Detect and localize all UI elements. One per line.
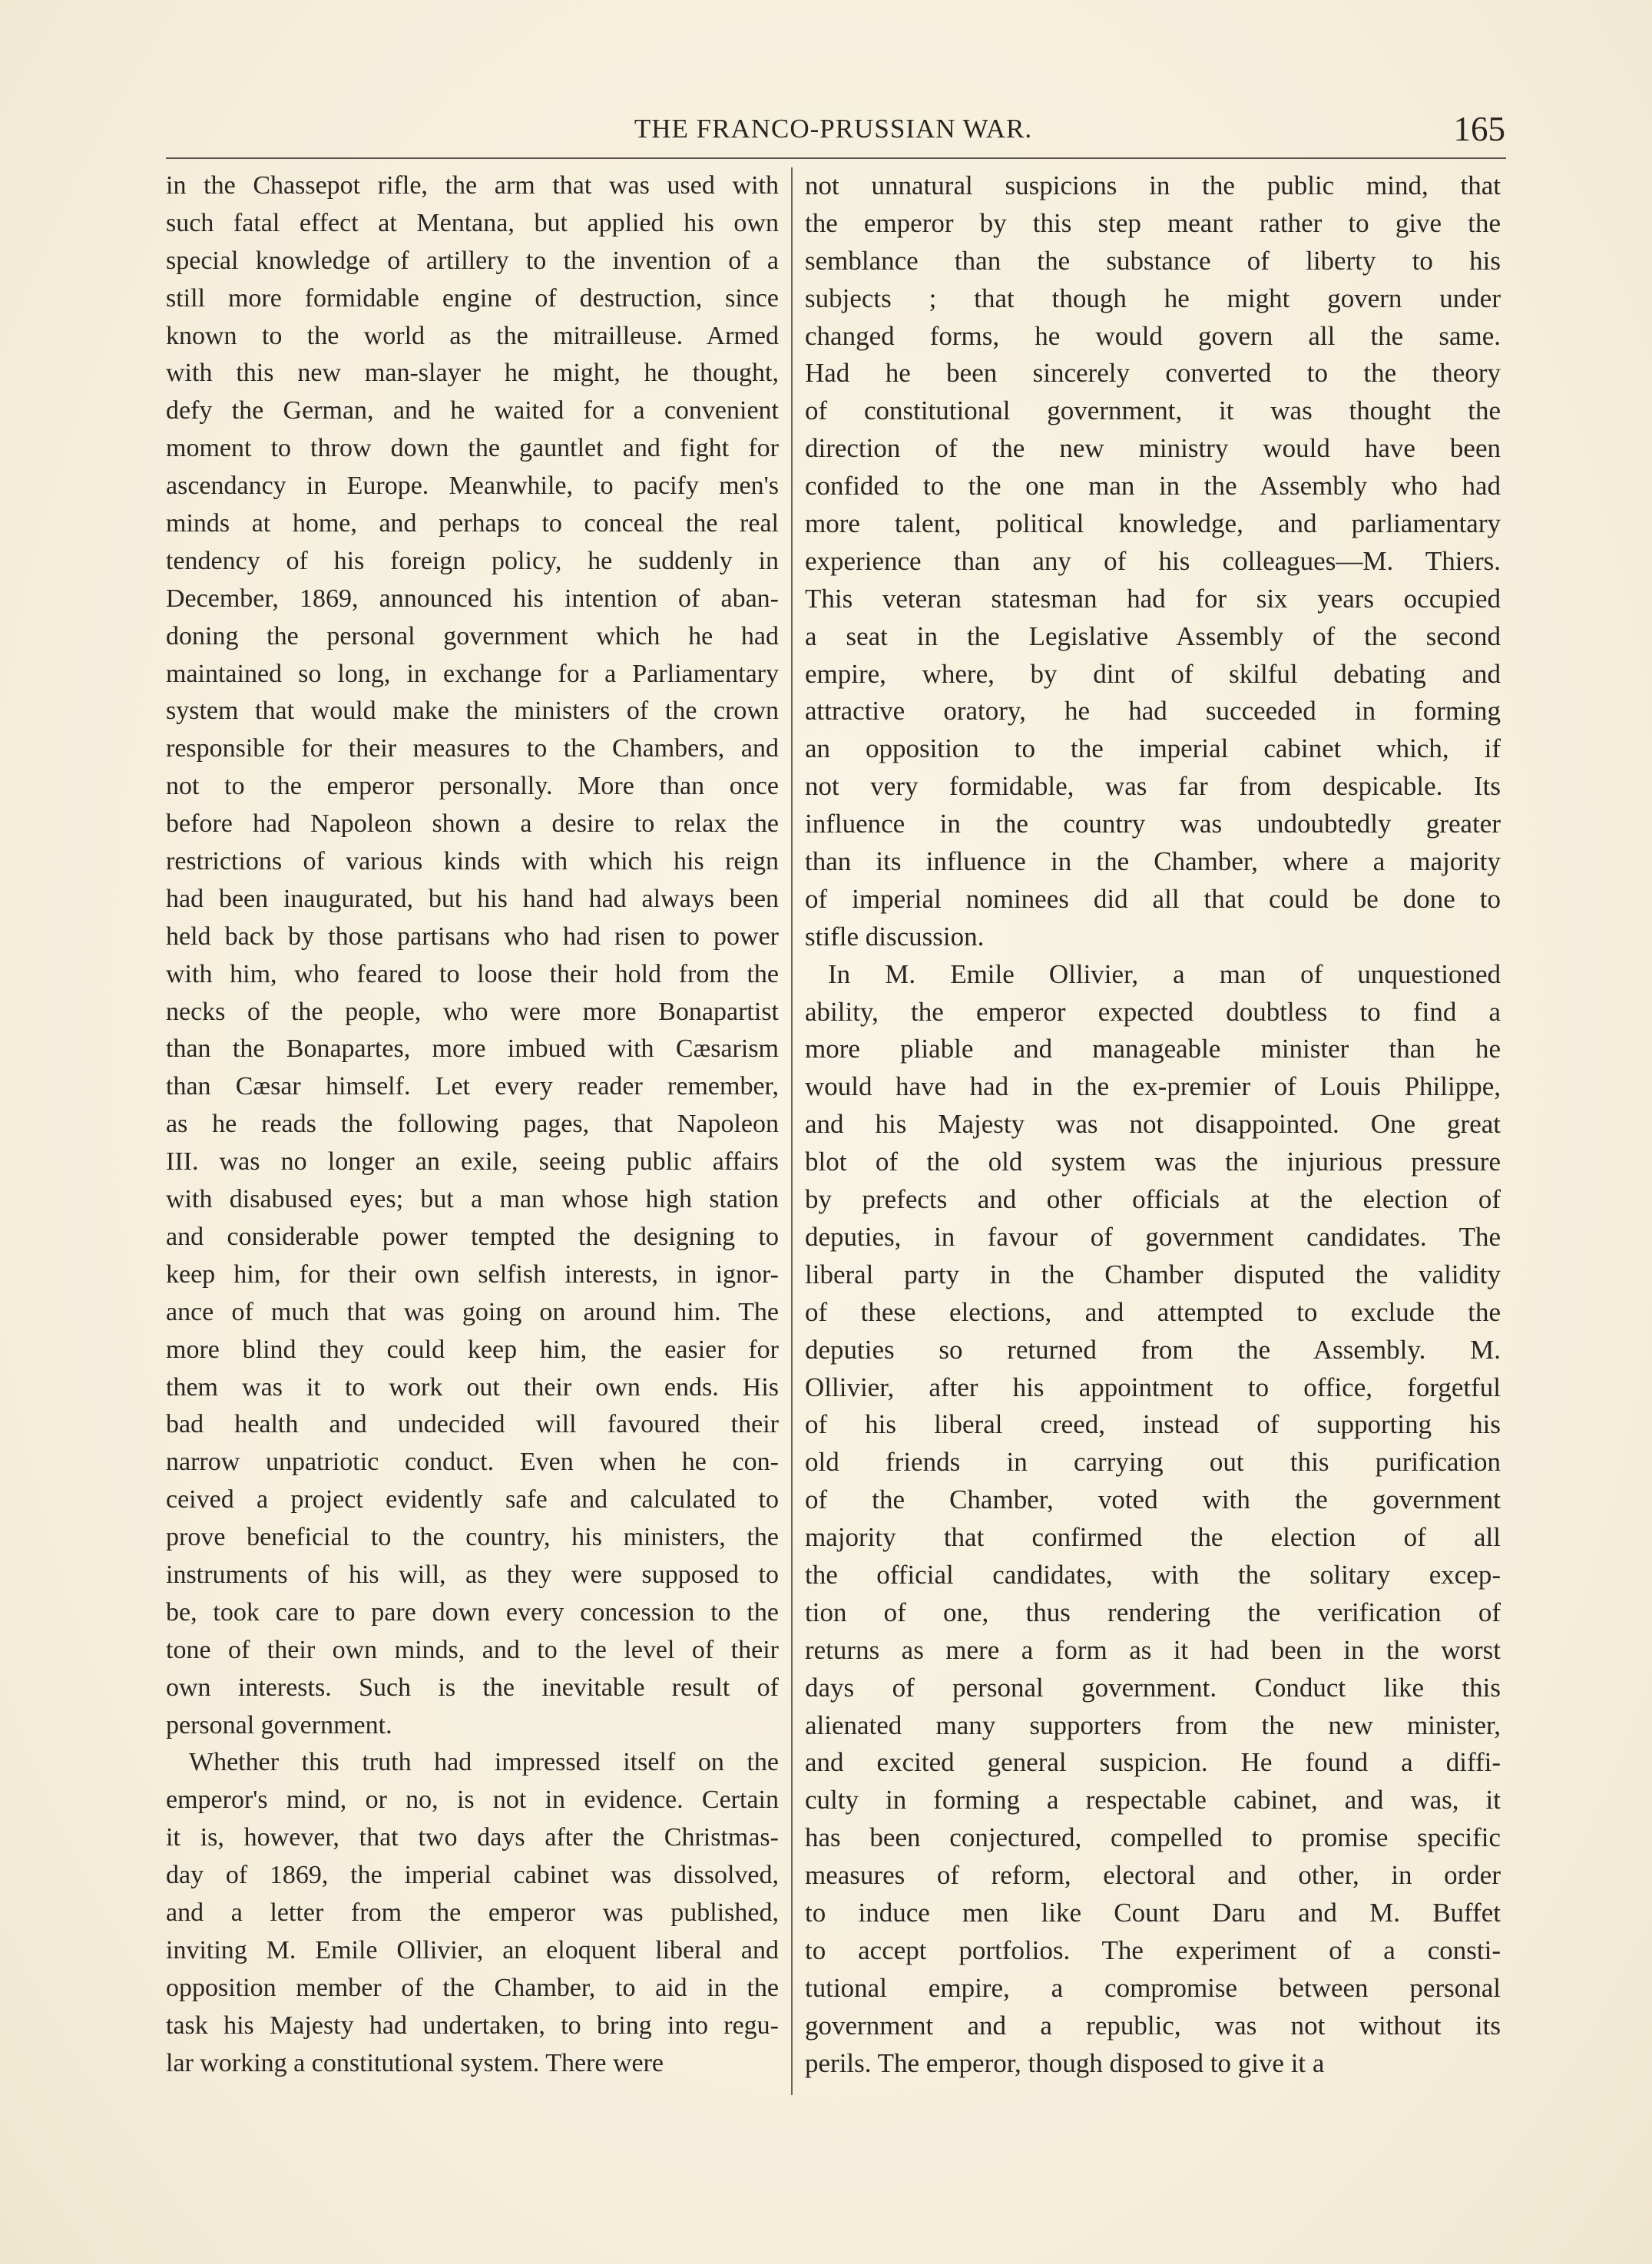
text-line: This veteran statesman had for six years occupied [805,583,1501,614]
text-line: perils. The emperor, though disposed to give it a [805,2047,1325,2078]
text-line: of imperial nominees did all that could be done to [805,883,1501,914]
text-line: emperor's mind, or no, is not in evidence. Certain [166,1786,779,1815]
text-line: with him, who feared to loose their hold from the [166,959,779,988]
text-line: task his Majesty had undertaken, to bring into regu- [166,2011,779,2040]
text-line: of the Chamber, voted with the government [805,1485,1501,1515]
text-line: Ollivier, after his appointment to office, forgetful [805,1372,1501,1402]
text-line: stifle discussion. [805,921,985,952]
text-line: an opposition to the imperial cabinet which, if [805,733,1501,764]
text-line: be, took care to pare down every concession to the [166,1597,779,1627]
text-line: by prefects and other officials at the election of [805,1184,1501,1215]
text-line: not very formidable, was far from despicable. Its [805,771,1501,802]
text-line: minds at home, and perhaps to conceal the real [166,509,779,538]
text-line: old friends in carrying out this purification [805,1447,1501,1478]
text-line: tone of their own minds, and to the level of their [166,1635,779,1664]
text-line: than the Bonapartes, more imbued with Cæsarism [166,1034,779,1064]
text-line: and excited general suspicion. He found a diffi- [805,1747,1501,1778]
text-line: more talent, political knowledge, and parliamentary [805,508,1501,539]
text-line: bad health and undecided will favoured their [166,1410,779,1439]
text-line: narrow unpatriotic conduct. Even when he con- [166,1448,779,1477]
page-header [161,106,1505,152]
text-line: would have had in the ex-premier of Louis Philippe, [805,1071,1501,1102]
text-line: inviting M. Emile Ollivier, an eloquent liberal and [166,1935,779,1964]
text-line: blot of the old system was the injurious pressure [805,1147,1501,1177]
text-line: than its influence in the Chamber, where a majority [805,846,1501,877]
page-number: 165 [1453,110,1505,148]
text-line: own interests. Such is the inevitable result of [166,1673,779,1702]
left-column [166,167,779,2082]
text-line: the emperor by this step meant rather to give the [805,207,1501,238]
text-line: of his liberal creed, instead of supporting his [805,1409,1501,1440]
text-line: tutional empire, a compromise between personal [805,1972,1501,2003]
text-line: the official candidates, with the solitary excep- [805,1559,1501,1590]
text-line: December, 1869, announced his intention of aban- [166,584,779,613]
text-line: majority that confirmed the election of all [805,1522,1501,1553]
text-line: liberal party in the Chamber disputed the validity [805,1259,1501,1289]
text-line: in the Chassepot rifle, the arm that was used with [166,171,779,200]
text-line: special knowledge of artillery to the invention of a [166,246,779,275]
text-line: measures of reform, electoral and other, in order [805,1860,1501,1891]
text-line: with disabused eyes; but a man whose high station [166,1185,779,1214]
text-line: moment to throw down the gauntlet and fight for [166,434,779,463]
text-line: responsible for their measures to the Chambers, and [166,734,779,763]
text-line: doning the personal government which he had [166,621,779,650]
text-line: restrictions of various kinds with which his reign [166,847,779,876]
right-column [805,167,1501,2082]
text-line: changed forms, he would govern all the same. [805,320,1501,351]
text-line: necks of the people, who were more Bonapartist [166,997,779,1026]
text-line: Had he been sincerely converted to the theory [805,358,1501,389]
text-line: semblance than the substance of liberty to his [805,245,1501,276]
text-line: instruments of his will, as they were supposed to [166,1560,779,1589]
text-line: keep him, for their own selfish interests, in ignor- [166,1259,779,1289]
text-line: ance of much that was going on around him. The [166,1297,779,1326]
text-line: it is, however, that two days after the Christmas- [166,1823,779,1852]
text-line: deputies, in favour of government candidates. The [805,1221,1501,1252]
header-rule [166,157,1506,159]
text-line: of constitutional government, it was thought the [805,396,1501,426]
text-line: influence in the country was undoubtedly greater [805,809,1501,839]
text-line: In M. Emile Ollivier, a man of unquestioned [828,958,1501,989]
text-line: to induce men like Count Daru and M. Buffet [805,1897,1501,1928]
text-line: not to the emperor personally. More than once [166,772,779,801]
text-line: Whether this truth had impressed itself on the [189,1748,779,1777]
text-line: opposition member of the Chamber, to aid in the [166,1973,779,2002]
text-line: direction of the new ministry would have been [805,433,1501,464]
running-title: THE FRANCO-PRUSSIAN WAR. [634,114,1033,144]
column-divider [791,167,793,2095]
text-line: tion of one, thus rendering the verification of [805,1597,1501,1627]
text-line: still more formidable engine of destruction, since [166,283,779,313]
text-line: maintained so long, in exchange for a Parliamentary [166,659,779,688]
text-line: with this new man-slayer he might, he thought, [166,359,779,388]
text-line: defy the German, and he waited for a convenient [166,396,779,425]
text-line: and a letter from the emperor was published, [166,1898,779,1927]
text-line: to accept portfolios. The experiment of a consti- [805,1935,1501,1965]
text-line: returns as mere a form as it had been in the worst [805,1634,1501,1665]
text-line: and his Majesty was not disappointed. One great [805,1109,1501,1140]
text-line: personal government. [166,1710,392,1739]
text-line: days of personal government. Conduct like this [805,1672,1501,1703]
text-line: more blind they could keep him, the easier for [166,1335,779,1364]
text-line: experience than any of his colleagues—M. Thiers. [805,545,1501,576]
text-line: before had Napoleon shown a desire to relax the [166,809,779,839]
text-line: than Cæsar himself. Let every reader remember, [166,1072,779,1101]
text-line: such fatal effect at Mentana, but applied his own [166,208,779,237]
text-line: tendency of his foreign policy, he suddenly in [166,546,779,575]
text-line: has been conjectured, compelled to promise specific [805,1822,1501,1853]
text-line: as he reads the following pages, that Napoleon [166,1110,779,1139]
text-line: subjects ; that though he might govern under [805,283,1501,313]
text-line: ascendancy in Europe. Meanwhile, to pacify men's [166,472,779,501]
text-line: them was it to work out their own ends. His [166,1372,779,1402]
text-line: a seat in the Legislative Assembly of the second [805,621,1501,651]
text-line: lar working a constitutional system. There were [166,2048,664,2077]
text-line: known to the world as the mitrailleuse. Armed [166,321,779,350]
text-line: more pliable and manageable minister than he [805,1034,1501,1064]
text-line: held back by those partisans who had risen to power [166,922,779,951]
text-line: confided to the one man in the Assembly who had [805,471,1501,501]
text-line: ability, the emperor expected doubtless to find a [805,996,1501,1027]
text-line: culty in forming a respectable cabinet, and was, it [805,1785,1501,1816]
text-line: empire, where, by dint of skilful debating and [805,658,1501,689]
text-line: government and a republic, was not without its [805,2010,1501,2041]
text-line: ceived a project evidently safe and calculated to [166,1485,779,1514]
text-line: of these elections, and attempted to exclude the [805,1296,1501,1327]
text-line: attractive oratory, he had succeeded in forming [805,696,1501,727]
text-line: deputies so returned from the Assembly. M. [805,1334,1501,1365]
text-line: had been inaugurated, but his hand had always been [166,884,779,913]
text-line: alienated many supporters from the new minister, [805,1710,1501,1740]
text-line: and considerable power tempted the designing to [166,1222,779,1251]
text-line: day of 1869, the imperial cabinet was dissolved, [166,1861,779,1890]
text-line: prove beneficial to the country, his ministers, the [166,1523,779,1552]
text-line: system that would make the ministers of the crown [166,697,779,726]
text-line: not unnatural suspicions in the public mind, that [805,170,1501,200]
text-line: III. was no longer an exile, seeing public affairs [166,1147,779,1177]
